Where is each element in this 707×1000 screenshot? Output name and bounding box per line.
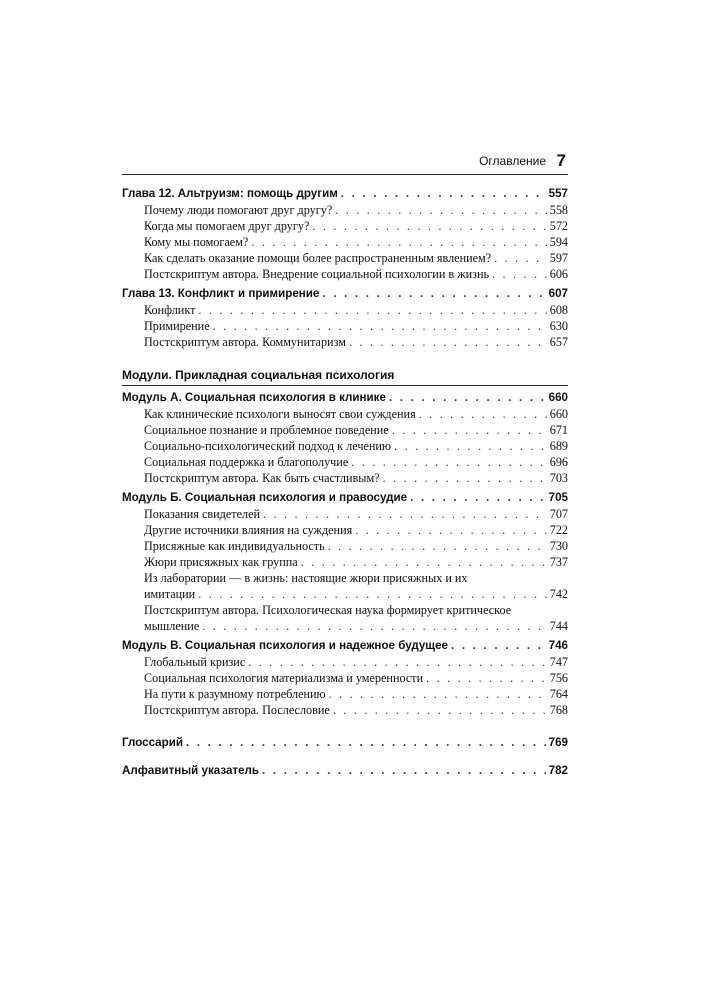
toc-page: 707 (549, 507, 568, 521)
toc-index[interactable] (122, 763, 568, 779)
toc-title: Показания свидетелей (144, 507, 261, 521)
header-rule (122, 174, 568, 175)
toc-section[interactable] (122, 538, 568, 554)
toc-page: 660 (549, 407, 568, 421)
toc-module-b[interactable] (122, 490, 568, 506)
toc-section[interactable] (122, 654, 568, 670)
toc-section[interactable] (122, 406, 568, 422)
toc-page: 764 (549, 687, 568, 701)
toc-page: 594 (549, 235, 568, 249)
toc-title: Социально-психологический подход к лечению (144, 439, 392, 453)
toc-title: Глава 12. Альтруизм: помощь другим (122, 187, 338, 200)
toc-page: 756 (549, 671, 568, 685)
toc-title: Социальная поддержка и благополучие (144, 455, 349, 469)
toc-page: 572 (549, 219, 568, 233)
toc-page: 557 (548, 187, 568, 200)
toc-title-line2: мышление (144, 619, 200, 633)
toc-section[interactable] (122, 554, 568, 570)
toc-title: Алфавитный указатель (122, 764, 260, 777)
toc-section[interactable] (122, 302, 568, 318)
toc-page: 696 (549, 455, 568, 469)
toc-title-line2: имитации (144, 587, 196, 601)
toc-page: 607 (548, 287, 568, 300)
toc-page: 558 (549, 203, 568, 217)
toc-section[interactable] (122, 218, 568, 234)
toc-section[interactable] (122, 438, 568, 454)
toc-page: 730 (549, 539, 568, 553)
toc-glossary[interactable] (122, 735, 568, 751)
toc-module-a[interactable] (122, 390, 568, 406)
toc-section[interactable] (122, 266, 568, 282)
toc-page: 746 (548, 639, 568, 652)
toc-chapter-13[interactable] (122, 286, 568, 302)
toc-section[interactable] (122, 506, 568, 522)
toc-title: Почему люди помогают друг другу? (144, 203, 333, 217)
toc-page: 747 (549, 655, 568, 669)
toc-page: 768 (549, 703, 568, 717)
toc-page: 606 (549, 267, 568, 281)
toc-section[interactable] (122, 470, 568, 486)
toc-section[interactable] (122, 454, 568, 470)
toc-title: Как клинические психологи выносят свои суждения (144, 407, 416, 421)
running-head-title: Оглавление (479, 154, 546, 168)
toc-title: Жюри присяжных как группа (144, 555, 298, 569)
toc-section[interactable] (122, 334, 568, 350)
running-head (122, 150, 568, 172)
toc-title: Конфликт (144, 303, 196, 317)
toc-page: 689 (549, 439, 568, 453)
toc-section[interactable] (122, 686, 568, 702)
toc-page: 769 (548, 736, 568, 749)
toc-title: На пути к разумному потреблению (144, 687, 326, 701)
toc-title: Постскриптум автора. Послесловие (144, 703, 330, 717)
toc-section[interactable] (122, 522, 568, 538)
page-number: 7 (556, 151, 566, 170)
toc-title: Глоссарий (122, 736, 183, 749)
toc-page: 742 (549, 587, 568, 601)
toc-title: Постскриптум автора. Как быть счастливым? (144, 471, 380, 485)
toc-module-v[interactable] (122, 638, 568, 654)
toc-section[interactable] (122, 234, 568, 250)
toc-title: Кому мы помогаем? (144, 235, 249, 249)
toc-section[interactable] (122, 318, 568, 334)
toc-chapter-12[interactable] (122, 186, 568, 202)
toc-section[interactable] (122, 670, 568, 686)
toc-title: Глобальный кризис (144, 655, 246, 669)
toc-title: Постскриптум автора. Внедрение социальной психологии в жизнь (144, 267, 490, 281)
table-of-contents (122, 186, 568, 779)
toc-page: 782 (548, 764, 568, 777)
toc-title: Модуль В. Социальная психология и надежное будущее (122, 639, 448, 652)
toc-section[interactable] (122, 250, 568, 266)
toc-page: 657 (549, 335, 568, 349)
toc-title: Примирение (144, 319, 210, 333)
toc-section[interactable] (122, 702, 568, 718)
toc-title: Другие источники влияния на суждения (144, 523, 353, 537)
toc-title-line1: Постскриптум автора. Психологическая наука формирует критическое (144, 603, 512, 617)
toc-title-line1: Из лаборатории — в жизнь: настоящие жюри присяжных и их (144, 571, 468, 585)
toc-section[interactable] (122, 570, 568, 602)
toc-title: Модуль А. Социальная психология в клинике (122, 391, 386, 404)
toc-page: 705 (548, 491, 568, 504)
toc-title: Когда мы помогаем друг другу? (144, 219, 310, 233)
toc-title: Социальное познание и проблемное поведение (144, 423, 389, 437)
toc-page: 671 (549, 423, 568, 437)
toc-page: 703 (549, 471, 568, 485)
toc-section[interactable] (122, 202, 568, 218)
toc-title: Глава 13. Конфликт и примирение (122, 287, 320, 300)
toc-page: 737 (549, 555, 568, 569)
toc-page: 630 (549, 319, 568, 333)
toc-title: Как сделать оказание помощи более распространенным явлением? (144, 251, 492, 265)
toc-page: 722 (549, 523, 568, 537)
toc-title: Социальная психология материализма и умеренности (144, 671, 424, 685)
toc-title: Постскриптум автора. Коммунитаризм (144, 335, 346, 349)
toc-page: 608 (549, 303, 568, 317)
toc-title: Модуль Б. Социальная психология и правосудие (122, 491, 408, 504)
toc-page: 660 (548, 391, 568, 404)
toc-title: Присяжные как индивидуальность (144, 539, 325, 553)
toc-section[interactable] (122, 422, 568, 438)
part-heading: Модули. Прикладная социальная психология (122, 367, 568, 386)
toc-page: 744 (549, 619, 568, 633)
toc-page: 597 (549, 251, 568, 265)
toc-section[interactable] (122, 602, 568, 634)
